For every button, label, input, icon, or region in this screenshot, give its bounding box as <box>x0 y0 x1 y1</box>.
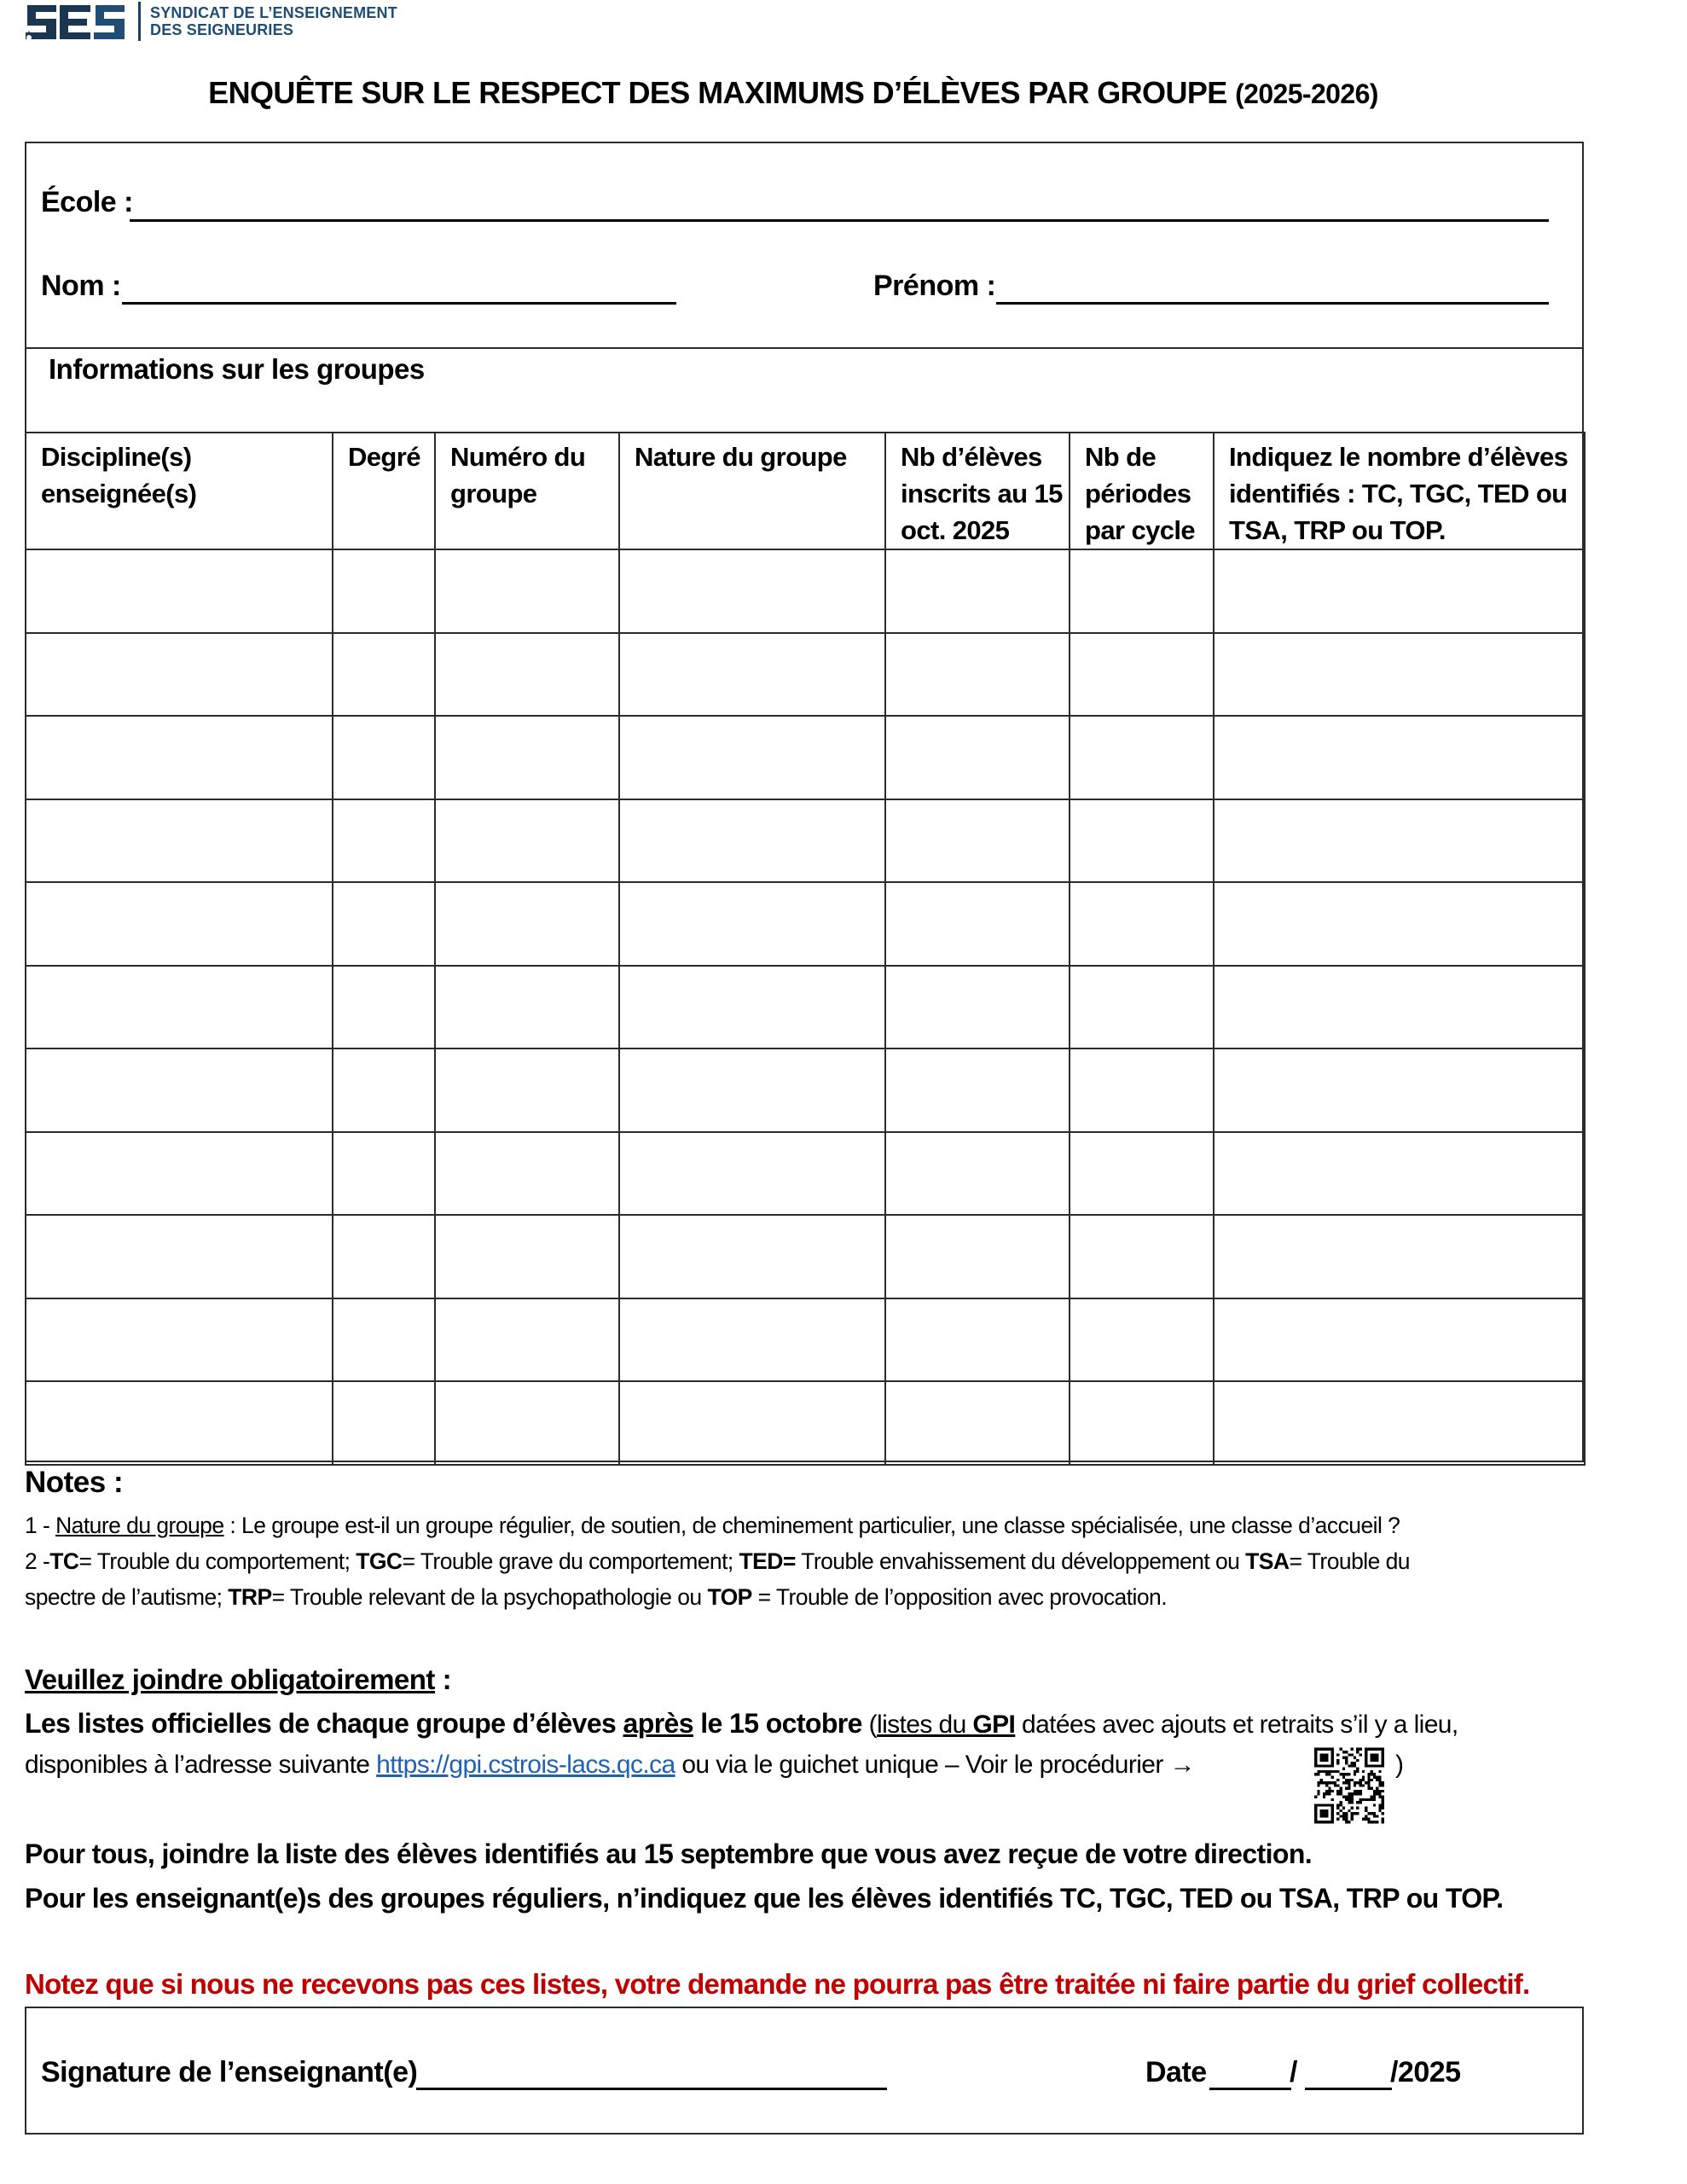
table-cell[interactable] <box>1070 1132 1214 1216</box>
ecole-field[interactable] <box>130 219 1549 222</box>
table-cell[interactable] <box>26 1132 333 1216</box>
col-header-numero: Numéro du groupe <box>435 433 619 549</box>
table-cell[interactable] <box>1070 966 1214 1049</box>
attach-heading <box>25 1664 451 1696</box>
def-tgc: = Trouble grave du comportement; <box>402 1548 739 1574</box>
note-1-text: : Le groupe est-il un groupe régulier, de soutien, de cheminement particulier, une classe spécialisée, une classe d’accueil ? <box>223 1513 1400 1538</box>
table-cell[interactable] <box>435 1381 619 1465</box>
table-cell[interactable] <box>1070 716 1214 799</box>
title-main: ENQUÊTE SUR LE RESPECT DES MAXIMUMS D’ÉLÈVES PAR GROUPE <box>208 75 1227 110</box>
col-header-nature: Nature du groupe <box>619 433 885 549</box>
table-cell[interactable] <box>435 1298 619 1382</box>
table-cell[interactable] <box>885 1298 1070 1382</box>
notes-title: Notes : <box>25 1466 124 1499</box>
table-cell[interactable] <box>885 549 1070 633</box>
table-cell[interactable] <box>435 882 619 966</box>
regular-groups-line: Pour les enseignant(e)s des groupes réguliers, n’indiquez que les élèves identifiés TC, TGC, TED ou TSA, TRP ou TOP. <box>25 1883 1504 1914</box>
page-title <box>0 75 1586 111</box>
table-cell[interactable] <box>619 1298 885 1382</box>
attach-l1-c: ( <box>861 1711 877 1739</box>
table-row <box>26 1215 1585 1298</box>
table-cell[interactable] <box>333 633 435 717</box>
attach-line-1 <box>25 1708 1458 1740</box>
date-label: Date <box>1145 2056 1207 2088</box>
table-cell[interactable] <box>885 1048 1070 1132</box>
table-cell[interactable] <box>26 1298 333 1382</box>
abbr-ted: TED= <box>739 1548 796 1574</box>
table-cell[interactable] <box>1070 799 1214 883</box>
def-tsa: = Trouble du <box>1289 1548 1410 1574</box>
table-cell[interactable] <box>1214 966 1585 1049</box>
table-cell[interactable] <box>1214 633 1585 717</box>
table-cell[interactable] <box>26 799 333 883</box>
warning-text: Notez que si nous ne recevons pas ces listes, votre demande ne pourra pas être traitée ni faire partie du grief collectif. <box>25 1968 1530 2000</box>
date-day-field[interactable] <box>1209 2088 1291 2090</box>
table-header-row <box>26 433 1585 549</box>
table-row <box>26 966 1585 1049</box>
table-cell[interactable] <box>333 1381 435 1465</box>
table-cell[interactable] <box>333 882 435 966</box>
attach-l1-b: le 15 octobre <box>693 1708 862 1739</box>
table-cell[interactable] <box>1214 799 1585 883</box>
qr-code-icon[interactable] <box>1314 1747 1384 1824</box>
table-cell[interactable] <box>619 1381 885 1465</box>
table-cell[interactable] <box>619 966 885 1049</box>
def-trp: = Trouble relevant de la psychopathologie ou <box>271 1584 708 1610</box>
attach-l2-a: disponibles à l’adresse suivante <box>25 1751 377 1779</box>
attach-l2-b: ou via le guichet unique – Voir le procédurier → <box>675 1751 1195 1779</box>
table-cell[interactable] <box>1070 549 1214 633</box>
note-2 <box>25 1548 1410 1575</box>
table-cell[interactable] <box>619 1132 885 1216</box>
attach-l2-close: ) <box>1395 1751 1404 1779</box>
ecole-label: École : <box>41 186 133 218</box>
table-cell[interactable] <box>333 799 435 883</box>
table-cell[interactable] <box>1070 1048 1214 1132</box>
table-cell[interactable] <box>1214 549 1585 633</box>
table-cell[interactable] <box>1070 1298 1214 1382</box>
table-cell[interactable] <box>619 633 885 717</box>
attach-l1-a: Les listes officielles de chaque groupe d’élèves <box>25 1708 623 1739</box>
section-divider <box>25 347 1584 349</box>
table-cell[interactable] <box>333 966 435 1049</box>
table-cell[interactable] <box>333 1298 435 1382</box>
table-row <box>26 1048 1585 1132</box>
table-cell[interactable] <box>885 1215 1070 1298</box>
table-cell[interactable] <box>26 1381 333 1465</box>
table-cell[interactable] <box>435 1048 619 1132</box>
abbr-tc: TC <box>49 1548 79 1574</box>
col-header-discipline: Discipline(s) enseignée(s) <box>26 433 333 549</box>
note-1 <box>25 1513 1400 1539</box>
note-2-cont <box>25 1584 1167 1611</box>
col-header-nb-periodes: Nb de périodes par cycle <box>1070 433 1214 549</box>
table-cell[interactable] <box>26 1048 333 1132</box>
table-cell[interactable] <box>619 799 885 883</box>
table-cell[interactable] <box>1214 1215 1585 1298</box>
table-cell[interactable] <box>435 549 619 633</box>
table-row <box>26 549 1585 633</box>
note-1-prefix: 1 - <box>25 1513 56 1538</box>
table-cell[interactable] <box>619 716 885 799</box>
ses-logo <box>22 2 128 43</box>
date-year: /2025 <box>1390 2056 1461 2088</box>
attach-l1-d: datées avec ajouts et retraits s’il y a lieu, <box>1015 1711 1458 1739</box>
table-cell[interactable] <box>1214 1132 1585 1216</box>
ses-logo-mark <box>22 2 128 43</box>
prenom-label: Prénom : <box>873 270 996 302</box>
col-header-degre: Degré <box>333 433 435 549</box>
def-tsa-cont: spectre de l’autisme; <box>25 1584 229 1610</box>
abbr-tgc: TGC <box>356 1548 403 1574</box>
logo-line-1: SYNDICAT DE L’ENSEIGNEMENT <box>150 4 397 21</box>
table-cell[interactable] <box>435 1215 619 1298</box>
def-ted: Trouble envahissement du développement ou <box>795 1548 1246 1574</box>
col-header-nb-eleves: Nb d’élèves inscrits au 15 oct. 2025 <box>885 433 1070 549</box>
note-2-prefix: 2 - <box>25 1548 50 1574</box>
table-cell[interactable] <box>333 1215 435 1298</box>
abbr-tsa: TSA <box>1245 1548 1290 1574</box>
table-cell[interactable] <box>26 882 333 966</box>
table-cell[interactable] <box>1070 1215 1214 1298</box>
table-cell[interactable] <box>1214 882 1585 966</box>
nom-label: Nom : <box>41 270 121 302</box>
def-tc: = Trouble du comportement; <box>78 1548 357 1574</box>
table-cell[interactable] <box>26 633 333 717</box>
all-teachers-line: Pour tous, joindre la liste des élèves identifiés au 15 septembre que vous avez reçue de votre direction. <box>25 1838 1313 1869</box>
table-cell[interactable] <box>1070 1381 1214 1465</box>
qr-code-graphic <box>1314 1747 1384 1824</box>
date-separator: / <box>1290 2056 1297 2088</box>
signature-field[interactable] <box>416 2088 887 2090</box>
attach-l1-gpi: GPI <box>972 1711 1016 1739</box>
attach-heading-colon: : <box>434 1664 452 1695</box>
table-cell[interactable] <box>26 966 333 1049</box>
table-cell[interactable] <box>435 716 619 799</box>
table-cell[interactable] <box>1070 633 1214 717</box>
def-top: = Trouble de l’opposition avec provocation. <box>751 1584 1168 1610</box>
abbr-trp: TRP <box>228 1584 272 1610</box>
table-row <box>26 799 1585 883</box>
logo-line-2: DES SEIGNEURIES <box>150 21 294 38</box>
table-cell[interactable] <box>1214 1048 1585 1132</box>
table-cell[interactable] <box>885 966 1070 1049</box>
prenom-field[interactable] <box>996 302 1549 305</box>
table-cell[interactable] <box>619 882 885 966</box>
groups-table <box>25 432 1586 1466</box>
table-cell[interactable] <box>1070 882 1214 966</box>
table-cell[interactable] <box>435 1132 619 1216</box>
table-row <box>26 1298 1585 1382</box>
table-cell[interactable] <box>333 549 435 633</box>
table-cell[interactable] <box>885 882 1070 966</box>
table-cell[interactable] <box>435 966 619 1049</box>
table-cell[interactable] <box>619 549 885 633</box>
nom-field[interactable] <box>122 302 676 305</box>
table-cell[interactable] <box>333 1132 435 1216</box>
table-cell[interactable] <box>885 799 1070 883</box>
signature-label: Signature de l’enseignant(e) <box>41 2056 418 2088</box>
logo-divider <box>138 2 141 41</box>
table-cell[interactable] <box>885 1381 1070 1465</box>
table-row <box>26 882 1585 966</box>
abbr-top: TOP <box>707 1584 752 1610</box>
table-cell[interactable] <box>26 716 333 799</box>
attach-line-2 <box>25 1751 1195 1780</box>
table-cell[interactable] <box>619 1048 885 1132</box>
table-cell[interactable] <box>333 1048 435 1132</box>
groups-section-title: Informations sur les groupes <box>49 353 425 385</box>
title-year: (2025-2026) <box>1235 78 1378 109</box>
table-cell[interactable] <box>1214 1381 1585 1465</box>
attach-l1-apres: après <box>623 1708 693 1739</box>
date-month-field[interactable] <box>1305 2088 1392 2090</box>
table-cell[interactable] <box>619 1215 885 1298</box>
attach-l1-listes-gpi <box>877 1711 1015 1739</box>
table-cell[interactable] <box>885 1132 1070 1216</box>
gpi-link[interactable]: https://gpi.cstrois-lacs.qc.ca <box>376 1751 675 1779</box>
table-row <box>26 1132 1585 1216</box>
table-cell[interactable] <box>1214 716 1585 799</box>
table-cell[interactable] <box>26 1215 333 1298</box>
table-cell[interactable] <box>1214 1298 1585 1382</box>
table-cell[interactable] <box>435 799 619 883</box>
table-cell[interactable] <box>26 549 333 633</box>
note-1-term: Nature du groupe <box>55 1513 224 1538</box>
col-header-identifies: Indiquez le nombre d’élèves identifiés : TC, TGC, TED ou TSA, TRP ou TOP. <box>1214 433 1585 549</box>
table-row <box>26 633 1585 717</box>
attach-l1-listes: listes du <box>877 1711 973 1739</box>
table-row <box>26 716 1585 799</box>
logo-text <box>150 4 397 38</box>
table-cell[interactable] <box>333 716 435 799</box>
table-cell[interactable] <box>435 633 619 717</box>
table-row <box>26 1381 1585 1465</box>
attach-heading-text: Veuillez joindre obligatoirement <box>25 1664 435 1695</box>
table-cell[interactable] <box>885 716 1070 799</box>
table-cell[interactable] <box>885 633 1070 717</box>
